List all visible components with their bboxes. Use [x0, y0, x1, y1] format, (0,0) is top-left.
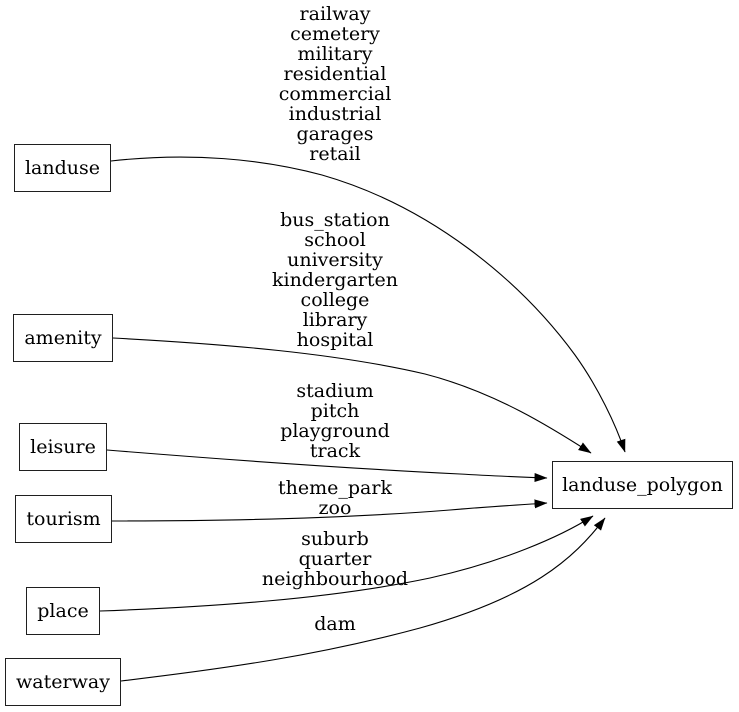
- edge-label-leisure-values: [185, 381, 485, 461]
- edge-label-amenity-values: [185, 210, 485, 350]
- edge-label-line: suburb: [301, 528, 369, 550]
- node-waterway-label: waterway: [16, 671, 110, 693]
- edge-label-waterway-values: [185, 614, 485, 634]
- edge-label-line: industrial: [288, 103, 382, 125]
- node-leisure: [19, 423, 107, 471]
- node-tourism: [15, 495, 112, 543]
- node-waterway: [5, 658, 121, 706]
- node-landuse_polygon-label: landuse_polygon: [562, 474, 723, 496]
- edge-label-line: hospital: [296, 329, 374, 351]
- node-place: [26, 587, 100, 635]
- edge-label-line: quarter: [298, 548, 372, 570]
- edge-label-line: university: [287, 249, 383, 271]
- edge-label-line: playground: [280, 420, 390, 442]
- node-landuse: [14, 144, 111, 192]
- edge-label-line: railway: [299, 3, 371, 25]
- edge-label-line: bus_station: [280, 209, 390, 231]
- node-tourism-label: tourism: [26, 508, 101, 530]
- edge-label-line: stadium: [296, 380, 374, 402]
- node-landuse-label: landuse: [24, 157, 101, 179]
- edge-label-line: pitch: [310, 400, 360, 422]
- edge-label-tourism-values: [185, 478, 485, 518]
- edge-label-line: dam: [314, 613, 356, 635]
- node-amenity: [13, 314, 113, 362]
- edge-label-place-values: [185, 529, 485, 589]
- edge-label-line: cemetery: [290, 23, 380, 45]
- edge-label-line: kindergarten: [271, 269, 398, 291]
- edge-label-landuse-values: [185, 4, 485, 164]
- edge-label-line: track: [309, 440, 361, 462]
- edge-label-line: zoo: [318, 497, 352, 519]
- edge-label-line: garages: [296, 123, 374, 145]
- node-landuse_polygon: [552, 461, 733, 509]
- edge-label-line: school: [304, 229, 366, 251]
- edge-label-line: college: [300, 289, 370, 311]
- edge-label-line: retail: [309, 143, 361, 165]
- edge-label-line: commercial: [278, 83, 392, 105]
- node-amenity-label: amenity: [24, 327, 102, 349]
- node-place-label: place: [37, 600, 89, 622]
- edge-label-line: military: [297, 43, 373, 65]
- edge-label-line: theme_park: [278, 477, 392, 499]
- node-leisure-label: leisure: [30, 436, 96, 458]
- edge-label-line: residential: [283, 63, 387, 85]
- edge-label-line: library: [302, 309, 368, 331]
- edge-label-line: neighbourhood: [261, 568, 409, 590]
